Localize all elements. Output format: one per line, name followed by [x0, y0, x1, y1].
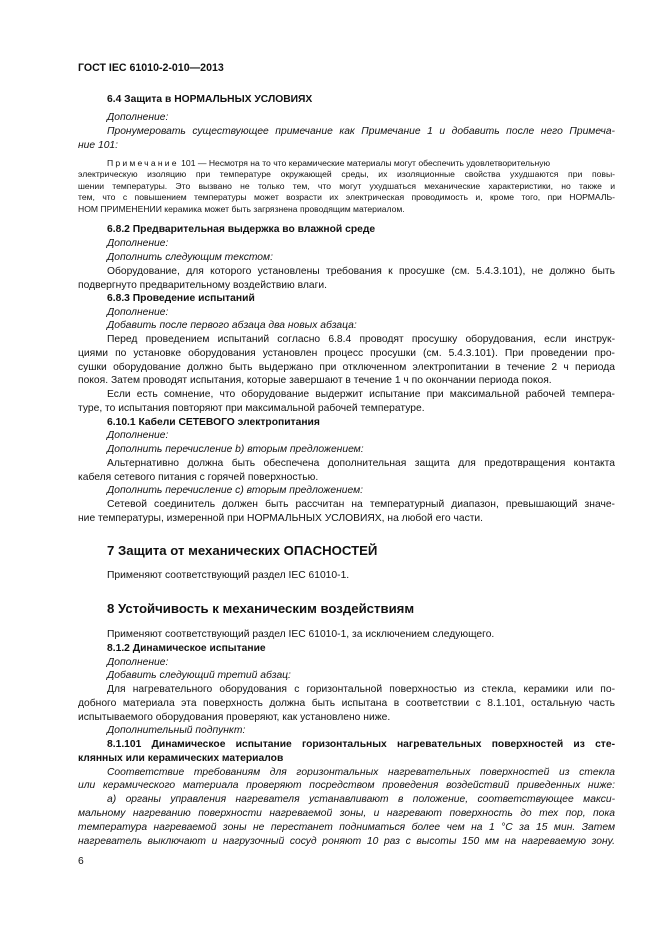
- paragraph-line: подвергнуто предварительному воздействию влаги.: [78, 280, 327, 291]
- section-heading: 6.10.1 Кабели СЕТЕВОГО электропитания: [107, 417, 320, 428]
- paragraph-line: или керамического материала проверяют посредством проведения воздействий приведенных ниже:: [78, 780, 615, 791]
- paragraph-line: туре, то испытания повторяют при максимальной рабочей температуре.: [78, 403, 425, 414]
- paragraph-line: добного материала эта поверхность должна быть испытана в соответствии с 8.1.101, остальную часть: [78, 698, 615, 709]
- instruction-text: Добавить после первого абзаца два новых абзаца:: [107, 320, 357, 331]
- note-line: шении температуры. Это вызвано не только тем, что могут ухудшаться механические характеристики, но также и: [78, 181, 615, 191]
- paragraph-line: Сетевой соединитель должен быть рассчитан на температурный диапазон, превышающий значе-: [107, 499, 615, 510]
- instruction-text: Дополнить перечисление с) вторым предложением:: [107, 485, 364, 496]
- note-line: НОМ ПРИМЕНЕНИИ керамика может быть загрязнена проводящим материалом.: [78, 204, 405, 214]
- paragraph-line: температура нагреваемой зоны не перестанет подниматься более чем на 1 °С за 15 мин. Затем: [78, 822, 615, 833]
- instruction-text: Дополнительный подпункт:: [107, 725, 246, 736]
- paragraph-line: сушки оборудование должно быть выдержано при отключенном электропитании в течение 2 ч периода: [78, 362, 615, 373]
- chapter-heading: 8 Устойчивость к механическим воздействиям: [107, 601, 415, 616]
- paragraph-line: испытываемого оборудования проверяют, как установлено ниже.: [78, 712, 391, 723]
- paragraph-line: Применяют соответствующий раздел IEC 61010-1, за исключением следующего.: [107, 629, 495, 640]
- paragraph-line: ние температуры, измеренной при НОРМАЛЬНЫХ УСЛОВИЯХ, на любой его части.: [78, 513, 484, 524]
- section-heading: 6.4 Защита в НОРМАЛЬНЫХ УСЛОВИЯХ: [107, 94, 313, 105]
- paragraph-line: Оборудование, для которого установлены требования к просушке (см. 5.4.3.101), не должно быть: [107, 266, 615, 277]
- paragraph-line: Для нагревательного оборудования с горизонтальной поверхностью из стекла, керамики или по-: [107, 684, 615, 695]
- paragraph-line: Перед проведением испытаний согласно 6.8.4 проводят просушку оборудования, если инструк-: [107, 334, 615, 345]
- paragraph-line: Соответствие требованиям для горизонтальных нагревательных поверхностей из стекла: [107, 767, 615, 778]
- note-label: Примечание: [107, 158, 179, 168]
- addition-label: Дополнение:: [107, 238, 169, 249]
- section-heading: 6.8.2 Предварительная выдержка во влажной среде: [107, 224, 376, 235]
- addition-label: Дополнение:: [107, 307, 169, 318]
- addition-label: Дополнение:: [107, 430, 169, 441]
- note-line: [107, 158, 615, 169]
- note-line: тем, что с повышением температуры может возрасти их электрическая проводимость и, кроме того, при НОРМАЛЬ-: [78, 192, 615, 202]
- addition-label: Дополнение:: [107, 112, 169, 123]
- chapter-heading: 7 Защита от механических ОПАСНОСТЕЙ: [107, 543, 378, 558]
- section-heading: клянных или керамических материалов: [78, 753, 284, 764]
- page-number: 6: [78, 856, 84, 867]
- paragraph-line: а) органы управления нагревателя устанавливают в положение, соответствующее макси-: [107, 794, 615, 805]
- paragraph-line: Если есть сомнение, что оборудование выдержит испытание при максимальной рабочей темпера-: [107, 389, 615, 400]
- paragraph-line: нагреватель выключают и нагрузочный сосуд роняют 10 раз с высоты 150 мм на нагреваемую зону.: [78, 836, 615, 847]
- addition-label: Дополнение:: [107, 657, 169, 668]
- paragraph-line: Альтернативно должна быть обеспечена дополнительная защита для предотвращения контакта: [107, 458, 615, 469]
- paragraph-line: кабеля сетевого питания с горячей поверхностью.: [78, 472, 319, 483]
- paragraph-line: Применяют соответствующий раздел IEC 61010-1.: [107, 570, 350, 581]
- section-heading: 6.8.3 Проведение испытаний: [107, 293, 255, 304]
- paragraph-line: циями по установке оборудования установлен процесс просушки (см. 5.4.3.101). При проведении про-: [78, 348, 615, 359]
- section-heading: 8.1.2 Динамическое испытание: [107, 643, 266, 654]
- instruction-text: Добавить следующий третий абзац:: [107, 670, 291, 681]
- instruction-text: Пронумеровать существующее примечание как Примечание 1 и добавить после него Примеча-: [107, 126, 615, 137]
- instruction-text: Дополнить следующим текстом:: [107, 252, 273, 263]
- section-heading: 8.1.101 Динамическое испытание горизонтальных нагревательных поверхностей из сте-: [107, 739, 615, 750]
- note-text: 101 — Несмотря на то что керамические материалы могут обеспечить удовлетворительную: [181, 158, 551, 168]
- instruction-text: ние 101:: [78, 140, 119, 151]
- paragraph-line: покоя. Затем проводят испытания, которые завершают в течение 1 ч по окончании периода покоя.: [78, 375, 552, 386]
- note-line: электрическую изоляцию при температуре окружающей среды, их изоляционные свойства ухудшаются при повы-: [78, 169, 615, 179]
- instruction-text: Дополнить перечисление b) вторым предложением:: [107, 444, 364, 455]
- paragraph-line: мальному нагреванию поверхности нагреваемой зоны, и нагревают поверхность до тех пор, пока: [78, 808, 615, 819]
- document-header: ГОСТ IEC 61010-2-010—2013: [78, 62, 224, 74]
